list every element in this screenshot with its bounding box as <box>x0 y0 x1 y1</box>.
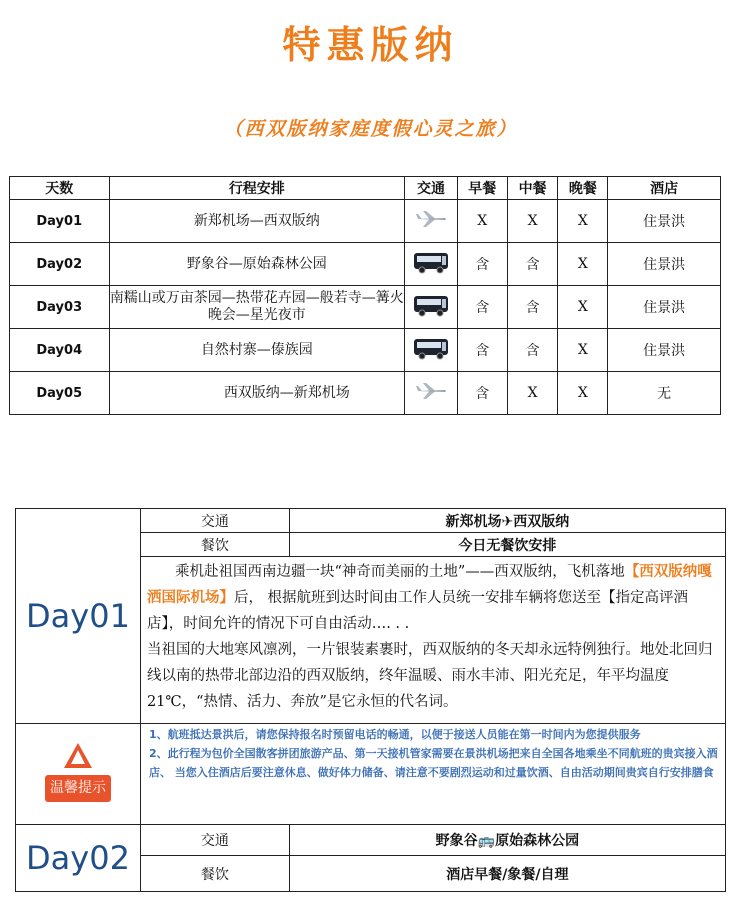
transport-value: 野象谷🚌原始森林公园 <box>289 825 725 856</box>
row-route: 新郑机场—西双版纳 <box>109 200 405 243</box>
meal-value: 今日无餐饮安排 <box>289 533 725 557</box>
bus-icon <box>413 335 449 361</box>
header-day: 天数 <box>10 177 110 200</box>
row-lunch: X <box>507 200 558 243</box>
header-breakfast: 早餐 <box>457 177 507 200</box>
meal-value: 酒店早餐/象餐/自理 <box>289 856 725 892</box>
schedule-row <box>10 329 721 372</box>
row-breakfast: X <box>457 200 507 243</box>
schedule-table <box>9 176 721 415</box>
row-hotel: 住景洪 <box>608 200 721 243</box>
row-dinner: X <box>558 286 608 329</box>
schedule-row <box>10 243 721 286</box>
row-transport <box>405 200 458 243</box>
row-transport <box>405 286 458 329</box>
day01-description <box>140 557 725 724</box>
row-hotel: 无 <box>608 372 721 415</box>
row-transport <box>405 329 458 372</box>
tips-text <box>140 724 725 825</box>
desc-text: 乘机赴祖国西南边疆一块“神奇而美丽的土地”——西双版纳，飞机落地 <box>174 564 625 580</box>
row-lunch: 含 <box>507 286 558 329</box>
row-breakfast: 含 <box>457 329 507 372</box>
warning-icon <box>63 742 93 772</box>
row-day: Day01 <box>10 200 110 243</box>
row-day: Day05 <box>10 372 110 415</box>
tips-badge-cell <box>16 724 141 825</box>
row-dinner: X <box>558 372 608 415</box>
row-breakfast: 含 <box>457 286 507 329</box>
plane-icon <box>415 381 447 401</box>
schedule-row <box>10 372 721 415</box>
day01-title: Day01 <box>16 509 141 724</box>
day-detail-table <box>15 508 726 892</box>
row-breakfast: 含 <box>457 372 507 415</box>
schedule-row <box>10 200 721 243</box>
plane-icon <box>415 209 447 229</box>
row-lunch: 含 <box>507 243 558 286</box>
row-route: 野象谷—原始森林公园 <box>109 243 405 286</box>
row-lunch: X <box>507 372 558 415</box>
page-title: 特惠版纳 <box>282 22 459 67</box>
page-subtitle: （西双版纳家庭度假心灵之旅） <box>223 118 518 140</box>
row-breakfast: 含 <box>457 243 507 286</box>
tips-badge <box>45 742 111 802</box>
header-hotel: 酒店 <box>608 177 721 200</box>
desc-text: 后， 根据航班到达时间由工作人员统一安排车辆将您送至【指定高评酒店】，时间允许的情况下可自由活动…. . . <box>146 590 689 632</box>
row-dinner: X <box>558 329 608 372</box>
day02-title: Day02 <box>16 825 141 892</box>
schedule-header-row <box>10 177 721 200</box>
row-dinner: X <box>558 200 608 243</box>
tip-item: 1、航班抵达景洪后，请您保持报名时预留电话的畅通，以便于接送人员能在第一时间内为您提供服务 <box>148 728 641 741</box>
airport-highlight: 【西双版纳嘎洒国际机场】 <box>146 563 712 606</box>
row-day: Day04 <box>10 329 110 372</box>
header-transport: 交通 <box>405 177 458 200</box>
row-hotel: 住景洪 <box>608 286 721 329</box>
row-route: 自然村寨—傣族园 <box>109 329 405 372</box>
meal-label: 餐饮 <box>140 533 289 557</box>
row-route: 南糯山或万亩茶园—热带花卉园—般若寺—篝火晚会—星光夜市 <box>109 286 405 329</box>
row-hotel: 住景洪 <box>608 243 721 286</box>
header-route: 行程安排 <box>109 177 405 200</box>
header-dinner: 晚餐 <box>558 177 608 200</box>
bus-icon <box>413 249 449 275</box>
transport-label: 交通 <box>140 509 289 533</box>
row-transport <box>405 243 458 286</box>
meal-label: 餐饮 <box>140 856 289 892</box>
row-hotel: 住景洪 <box>608 329 721 372</box>
row-transport <box>405 372 458 415</box>
tips-badge-label: 温馨提示 <box>45 775 111 802</box>
row-dinner: X <box>558 243 608 286</box>
transport-label: 交通 <box>140 825 289 856</box>
row-lunch: 含 <box>507 329 558 372</box>
header-lunch: 中餐 <box>507 177 558 200</box>
tip-item: 2、此行程为包价全国散客拼团旅游产品、第一天接机管家需要在景洪机场把来自全国各地乘坐不同航班的贵宾接入酒店、 当您入住酒店后要注意休息、做好体力储备、请注意不要剧烈运动和过量饮酒、自由活动期间贵宾自行安排膳食 <box>148 747 718 779</box>
desc-text: 当祖国的大地寒风凛冽，一片银装素裹时，西双版纳的冬天却永远特例独行。地处北回归线以南的热带北部边沿的西双版纳，终年温暖、雨水丰沛、阳光充足，年平均温度 21℃，“热情、活力、奔放”是它永恒的代名词。 <box>146 642 713 710</box>
transport-value: 新郑机场✈西双版纳 <box>289 509 725 533</box>
row-day: Day03 <box>10 286 110 329</box>
row-day: Day02 <box>10 243 110 286</box>
schedule-row <box>10 286 721 329</box>
bus-icon <box>413 292 449 318</box>
row-route: 西双版纳—新郑机场 <box>109 372 405 415</box>
